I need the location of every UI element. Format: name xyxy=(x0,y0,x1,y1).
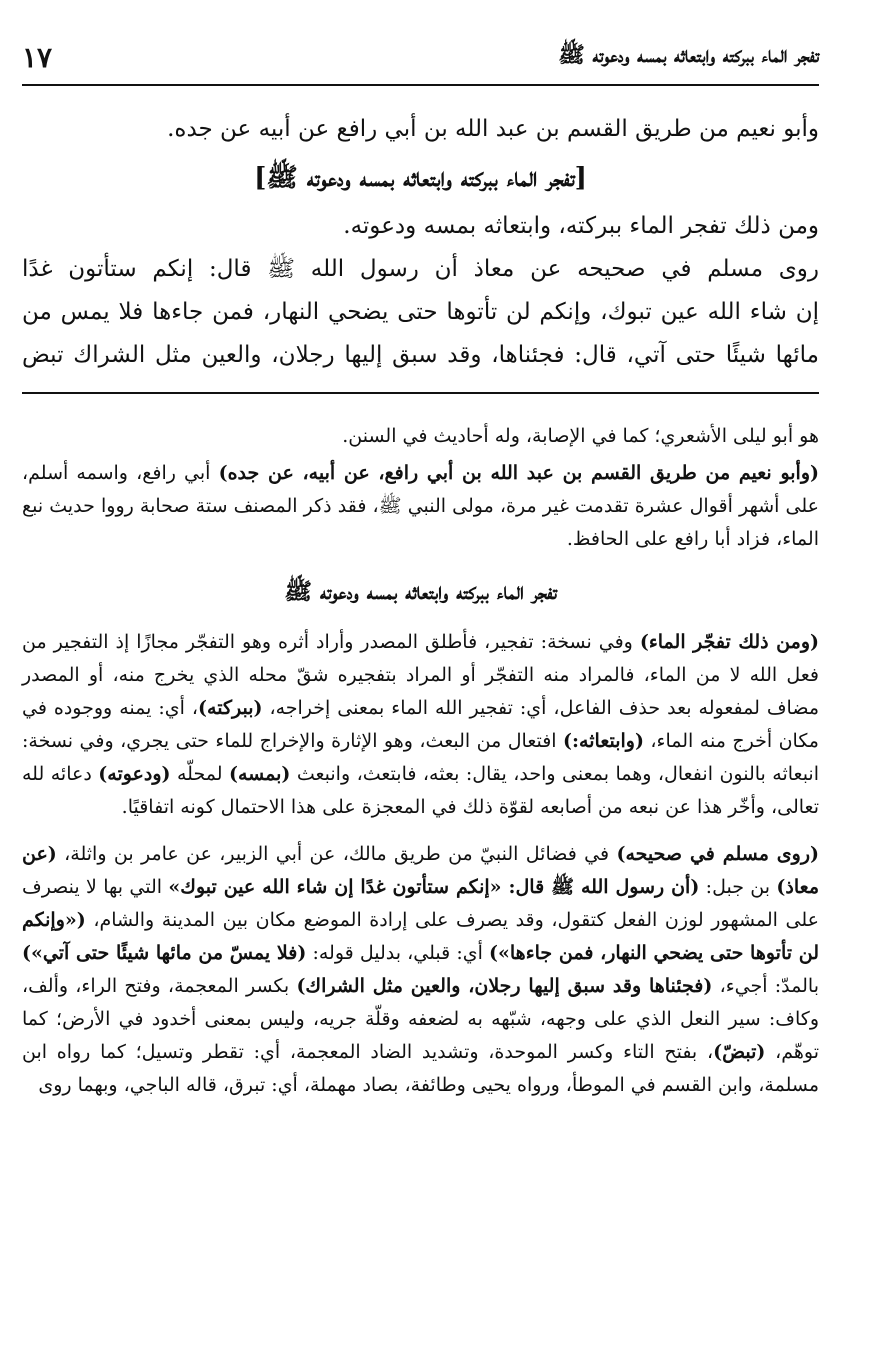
quoted-text: (ببركته) xyxy=(198,697,263,719)
quoted-text: (أن رسول الله ﷺ قال: «إنكم ستأتون غدًا إن شاء الله عين تبوك» xyxy=(168,876,700,898)
matn-section-heading: [تفجر الماء ببركته وابتعاثه بمسه ودعوته ﷺ] xyxy=(254,163,587,193)
commentary-paragraph: هو أبو ليلى الأشعري؛ كما في الإصابة، وله أحاديث في السنن. xyxy=(342,425,819,447)
quoted-text: (عن معاذ) xyxy=(22,843,820,898)
quoted-text: (فجئناها وقد سبق إليها رجلان، والعين مثل الشراك) xyxy=(296,975,713,997)
quoted-text: («وإنكم لن تأتوها حتى يضحي النهار، فمن جاءها») xyxy=(22,909,819,964)
commentary-text-span: بن جبل: xyxy=(699,876,777,898)
commentary-text-span: بالمدّ: أجيء، xyxy=(712,975,819,997)
commentary-paragraph xyxy=(22,838,819,1102)
matn-line: وأبو نعيم من طريق القسم بن عبد الله بن أبي رافع عن أبيه عن جده. xyxy=(167,116,819,142)
quoted-text: (فلا يمسّ من مائها شيئًا حتى آتي») xyxy=(22,942,307,964)
commentary-text-span: أي: قبلي، بدليل قوله: xyxy=(306,942,490,964)
commentary-section-heading: تفجر الماء ببركته وابتعاثه بمسه ودعوته ﷺ xyxy=(284,578,557,605)
running-title: تفجر الماء ببركته وابتعاثه بمسه ودعوته ﷺ xyxy=(558,42,819,68)
quoted-text: (ومن ذلك تفجّر الماء) xyxy=(639,631,819,653)
commentary-text-span: التي بها لا ينصرف على المشهور لوزن الفعل كتقول، وقد يصرف على إرادة الموضع مكان بين المدينة والشام، xyxy=(22,876,819,931)
matn-line: روى مسلم في صحيحه عن معاذ أن رسول الله ﷺ قال: إنكم ستأتون غدًا xyxy=(22,256,819,282)
commentary-text-span: دعائه لله تعالى، وأخّر هذا عن نبعه من أصابعه لقوّة ذلك في المعجزة على هذا الاحتمال كونه اتفاقيًا. xyxy=(22,763,819,818)
commentary-text-span: وفي نسخة: تفجير، فأطلق المصدر وأراد أثره وهو التفجّر مجازًا إذ التفجير من فعل الله لا من الماء، فالمراد منه التفجّر أو المراد بتفجيره شقّ محله الذي يخرج منه، أو المصدر مضاف لمفعوله بعد حذف الفاعل، أي: تفجير الله الماء بمعنى إخراجه، xyxy=(22,631,819,719)
commentary-text-span: ، بفتح التاء وكسر الموحدة، وتشديد الضاد المعجمة، أي: تقطر وتسيل؛ كما رواه ابن مسلمة، وابن القسم في الموطأ، ورواه يحيى وطائفة، بصاد مهملة، أي: تبرق، قاله الباجي، وبهما روى xyxy=(22,1041,819,1096)
commentary-text-span: أبي رافع، واسمه أسلم، على أشهر أقوال عشرة تقدمت غير مرة، مولى النبي ﷺ، فقد ذكر المصنف ستة صحابة رووا حديث نبع الماء، فزاد أبا رافع على الحافظ. xyxy=(22,462,819,550)
commentary-text-span: في فضائل النبيّ من طريق مالك، عن أبي الزبير، عن عامر بن واثلة، xyxy=(56,843,617,865)
commentary-paragraph xyxy=(22,626,819,824)
quoted-text: (وأبو نعيم من طريق القسم بن عبد الله بن أبي رافع، عن أبيه، عن جده) xyxy=(218,462,819,484)
matn-sharh-divider xyxy=(22,392,819,394)
quoted-text: (ودعوته) xyxy=(98,763,171,785)
quoted-text: (وابتعاثه:) xyxy=(563,730,644,752)
main-text xyxy=(22,108,819,377)
commentary-paragraph xyxy=(22,457,819,556)
commentary-text-span: ، أي: يمنه ووجوده في مكان أخرج منه الماء، xyxy=(22,697,819,752)
page-header xyxy=(22,30,819,86)
quoted-text: (روى مسلم في صحيحه) xyxy=(616,843,820,865)
commentary-text-span: افتعال من البعث، وهو الإثارة والإخراج للماء حتى يجري، وفي نسخة: انبعاثه بالنون انفعال، وهما بمعنى واحد، يقال: بعثه، فابتعث، وانبعث xyxy=(22,730,820,785)
matn-line: إن شاء الله عين تبوك، وإنكم لن تأتوها حتى يضحي النهار، فمن جاءها فلا يمس من xyxy=(22,299,819,325)
matn-line: مائها شيئًا حتى آتي، قال: فجئناها، وقد سبق إليها رجلان، والعين مثل الشراك تبض xyxy=(22,342,819,368)
commentary-text-span: بكسر المعجمة، وفتح الراء، وألف، وكاف: سير النعل الذي على وجهه، شبّهه به لضعفه وقلّة جريه، وليس بمعنى أخدود في الأرض؛ كما توهّم، xyxy=(22,975,819,1063)
page-number: ١٧ xyxy=(22,40,53,74)
commentary-text-span: لمحلّه xyxy=(170,763,229,785)
quoted-text: (بمسه) xyxy=(228,763,291,785)
quoted-text: (تبضّ) xyxy=(713,1041,766,1063)
matn-line: ومن ذلك تفجر الماء ببركته، وابتعاثه بمسه ودعوته. xyxy=(343,213,819,239)
commentary-text xyxy=(22,420,819,1106)
